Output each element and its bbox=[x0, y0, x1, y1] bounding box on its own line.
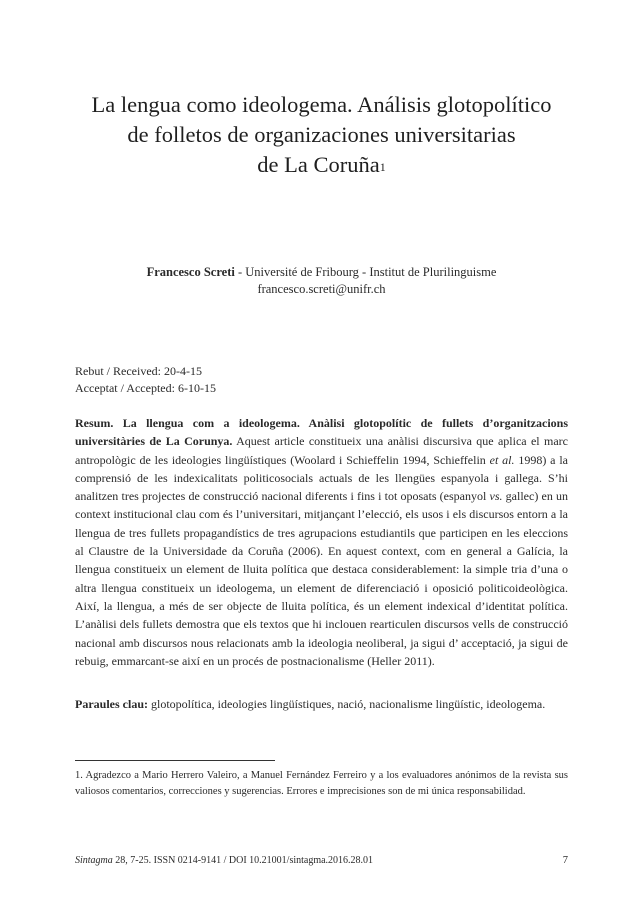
author-line bbox=[0, 264, 643, 281]
abstract bbox=[75, 414, 568, 670]
footnote: 1. Agradezco a Mario Herrero Valeiro, a Manuel Fernández Ferreiro y a los evaluadores anónimos de la revista sus valiosos comentarios, correcciones y sugerencias. Errores e imprecisiones son de mi única responsabilidad. bbox=[75, 770, 568, 797]
title-line-3-text: de La Coruña bbox=[257, 152, 380, 177]
page-footer bbox=[75, 854, 568, 868]
footnote-reference[interactable]: 1 bbox=[379, 160, 386, 174]
abstract-etal: et al. bbox=[489, 452, 515, 467]
footnote-divider bbox=[75, 760, 275, 761]
title-line-1: La lengua como ideologema. Análisis glotopolítico bbox=[91, 92, 552, 117]
abstract-label: Resum. La llengua com a ideologema. Anàlisi glotopolític de fullets d’organitzacions universitàries de La Corunya. bbox=[75, 416, 568, 449]
received-date: Rebut / Received: 20-4-15 bbox=[75, 364, 202, 378]
author-block bbox=[0, 264, 643, 298]
abstract-vs: vs. bbox=[489, 489, 503, 504]
abstract-text-1: Aquest article constitueix una anàlisi discursiva que aplica el marc antropològic de les ideologies lingüístiques (Woolard i Schieffelin 1994, Schieffelin bbox=[75, 434, 568, 467]
author-affiliation: - Université de Fribourg - Institut de Plurilinguisme bbox=[234, 265, 497, 279]
keywords-label: Paraules clau: bbox=[75, 697, 148, 711]
submission-dates bbox=[75, 363, 216, 397]
journal-name: Sintagma bbox=[75, 855, 113, 866]
title-line-3 bbox=[0, 150, 643, 180]
abstract-text-2: 1998) a la comprensió de les indexicalitats politicosocials actuals de les llengües espanyola i gallega. S’hi analitzen tres projectes de construcció nacional diferents i fins i tot oposats (espanyol bbox=[75, 452, 569, 504]
accepted-date: Acceptat / Accepted: 6-10-15 bbox=[75, 381, 216, 395]
page-number: 7 bbox=[562, 855, 568, 866]
article-title bbox=[0, 90, 643, 180]
title-line-2: de folletos de organizaciones universitarias bbox=[127, 122, 516, 147]
keywords bbox=[75, 695, 568, 713]
author-email[interactable]: francesco.screti@unifr.ch bbox=[257, 282, 386, 296]
author-name: Francesco Screti bbox=[146, 265, 235, 279]
citation-info: 28, 7-25. ISSN 0214-9141 / DOI 10.21001/sintagma.2016.28.01 bbox=[112, 855, 374, 866]
keywords-text: glotopolítica, ideologies lingüístiques, nació, nacionalisme lingüístic, ideologema. bbox=[148, 697, 546, 711]
abstract-text-3: gallec) en un context institucional clau com és l’universitari, mitjançant l’elecció, els usos i els discursos entorn a la llengua de tres fullets propagandístics de tres agrupacions estudiantils que participen en les eleccions al Claustre de la Universidade da Coruña (2006). En aquest context, com en general a Galícia, la llengua constitueix un element de lluita política que destaca considerablement: la simple tria d’una o altra llengua constitueix un ideologema, un element de diferenciació i oposició politicoideològica. Així, la llengua, a més de ser objecte de lluita política, és un element indexical d’identitat política. L’anàlisi dels fullets demostra que els textos que hi inclouen rearticulen discursos vells de construcció nacional amb discursos nous relacionats amb la ideologia neoliberal, ja sigui d’ acceptació, ja sigui de rebuig, emmarcant-se així en un procés de postnacionalisme (Heller 2011). bbox=[75, 489, 568, 668]
